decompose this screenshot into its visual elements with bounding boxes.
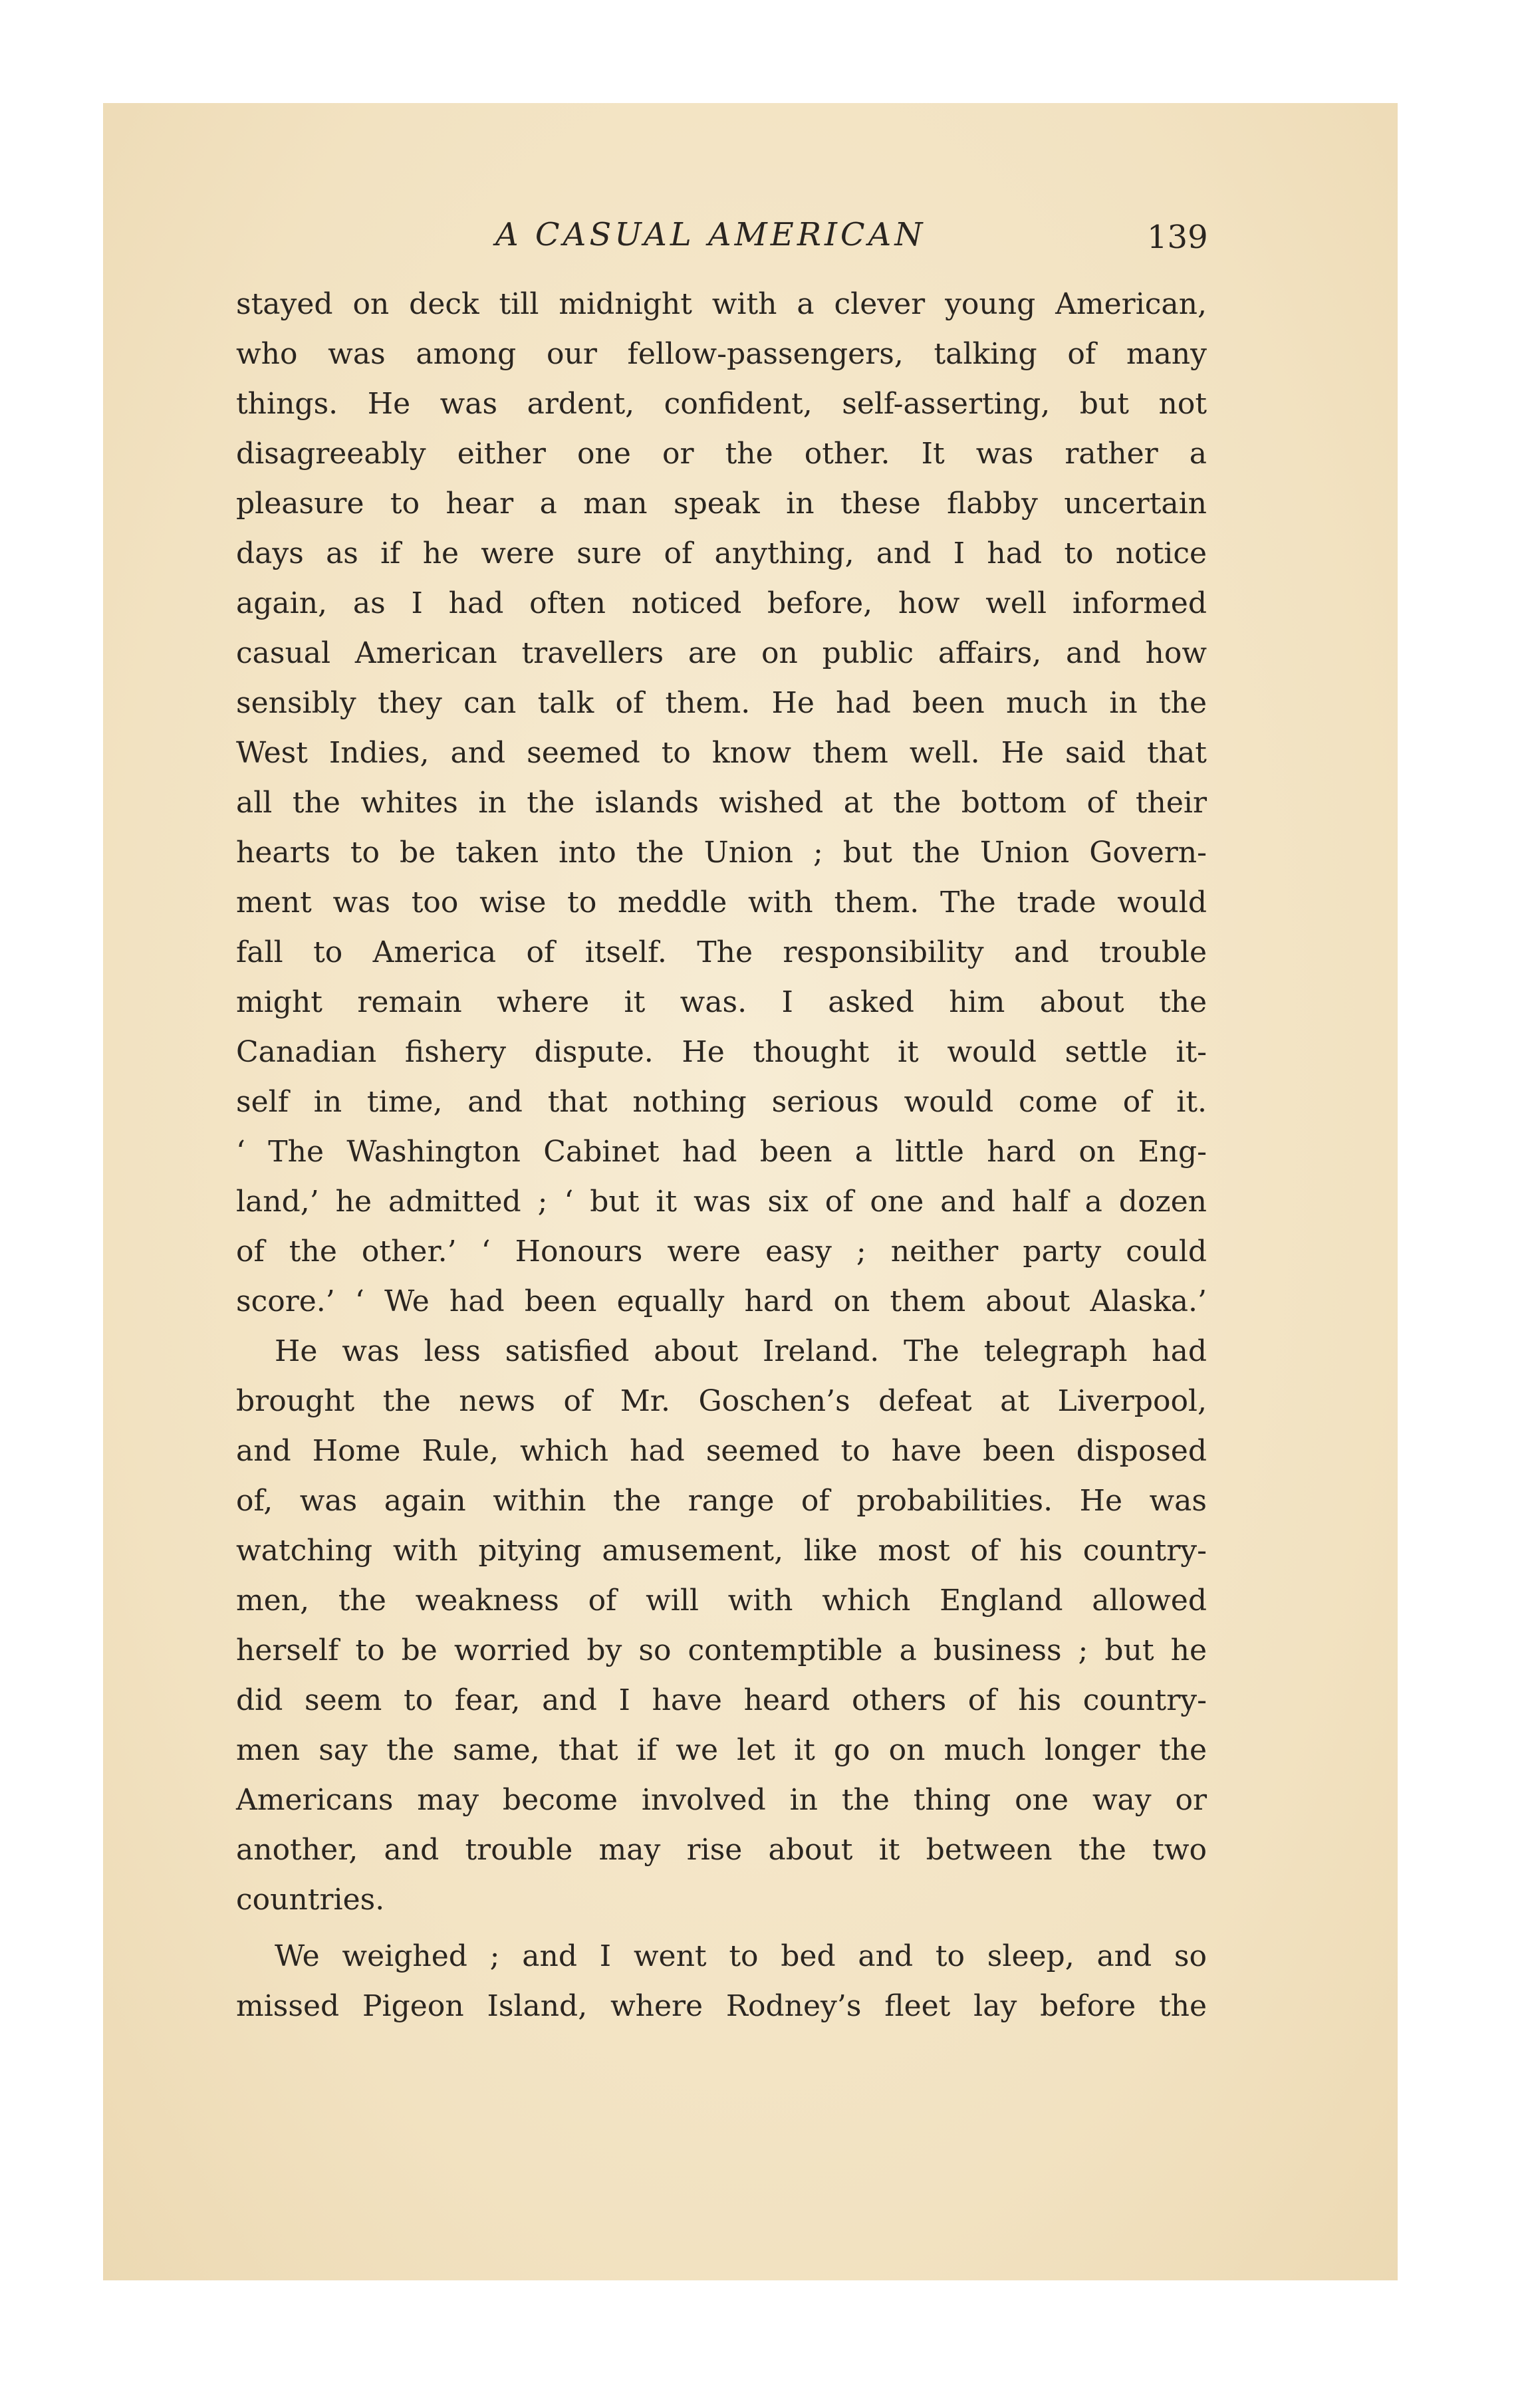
text-line: pleasure to hear a man speak in these flabby uncertain bbox=[236, 487, 1207, 521]
text-line: another, and trouble may rise about it between the two bbox=[236, 1833, 1207, 1867]
text-line: countries. bbox=[236, 1883, 385, 1917]
paragraph bbox=[236, 1931, 1207, 2031]
text-line: might remain where it was. I asked him about the bbox=[236, 985, 1207, 1019]
text-line: We weighed ; and I went to bed and to sleep, and so bbox=[275, 1939, 1207, 1973]
book-page bbox=[103, 103, 1398, 2280]
text-line: West Indies, and seemed to know them well. He said that bbox=[236, 736, 1207, 770]
text-line: who was among our fellow-passengers, talking of many bbox=[236, 337, 1207, 371]
text-line: stayed on deck till midnight with a clever young American, bbox=[236, 287, 1207, 321]
paragraph bbox=[236, 279, 1207, 1326]
running-title: A CASUAL AMERICAN bbox=[495, 216, 926, 253]
text-line: all the whites in the islands wished at the bottom of their bbox=[236, 786, 1207, 820]
text-line: disagreeably either one or the other. It was rather a bbox=[236, 437, 1207, 471]
text-line: fall to America of itself. The responsibility and trouble bbox=[236, 935, 1207, 969]
text-line: watching with pitying amusement, like most of his country- bbox=[236, 1534, 1207, 1568]
text-line: ment was too wise to meddle with them. The trade would bbox=[236, 886, 1207, 919]
text-line: of, was again within the range of probabilities. He was bbox=[236, 1484, 1207, 1518]
text-line: Americans may become involved in the thing one way or bbox=[236, 1783, 1207, 1817]
paragraph-gap bbox=[236, 1925, 1207, 1931]
text-line: Canadian fishery dispute. He thought it would settle it- bbox=[236, 1035, 1207, 1069]
text-line: and Home Rule, which had seemed to have been disposed bbox=[236, 1434, 1207, 1468]
text-line: herself to be worried by so contemptible a business ; but he bbox=[236, 1633, 1207, 1667]
body-text bbox=[236, 279, 1207, 2031]
page-number: 139 bbox=[1147, 219, 1208, 256]
text-line: casual American travellers are on public affairs, and how bbox=[236, 636, 1207, 670]
text-line: of the other.’ ‘ Honours were easy ; neither party could bbox=[236, 1235, 1207, 1268]
text-line: missed Pigeon Island, where Rodney’s fleet lay before the bbox=[236, 1989, 1207, 2023]
text-line: He was less satisfied about Ireland. The telegraph had bbox=[275, 1334, 1207, 1368]
text-line: self in time, and that nothing serious would come of it. bbox=[236, 1085, 1207, 1119]
text-line: sensibly they can talk of them. He had been much in the bbox=[236, 686, 1207, 720]
page-header bbox=[103, 216, 1398, 269]
text-line: ‘ The Washington Cabinet had been a little hard on Eng- bbox=[236, 1135, 1207, 1169]
text-line: score.’ ‘ We had been equally hard on them about Alaska.’ bbox=[236, 1284, 1207, 1318]
text-line: land,’ he admitted ; ‘ but it was six of one and half a dozen bbox=[236, 1185, 1207, 1219]
text-line: hearts to be taken into the Union ; but the Union Govern- bbox=[236, 836, 1207, 870]
text-line: again, as I had often noticed before, how well informed bbox=[236, 586, 1207, 620]
text-line: men, the weakness of will with which England allowed bbox=[236, 1584, 1207, 1618]
text-line: days as if he were sure of anything, and I had to notice bbox=[236, 537, 1207, 570]
paragraph bbox=[236, 1326, 1207, 1925]
text-line: things. He was ardent, confident, self-asserting, but not bbox=[236, 387, 1207, 421]
text-line: men say the same, that if we let it go on much longer the bbox=[236, 1733, 1207, 1767]
text-line: brought the news of Mr. Goschen’s defeat at Liverpool, bbox=[236, 1384, 1207, 1418]
text-line: did seem to fear, and I have heard others of his country- bbox=[236, 1683, 1207, 1717]
